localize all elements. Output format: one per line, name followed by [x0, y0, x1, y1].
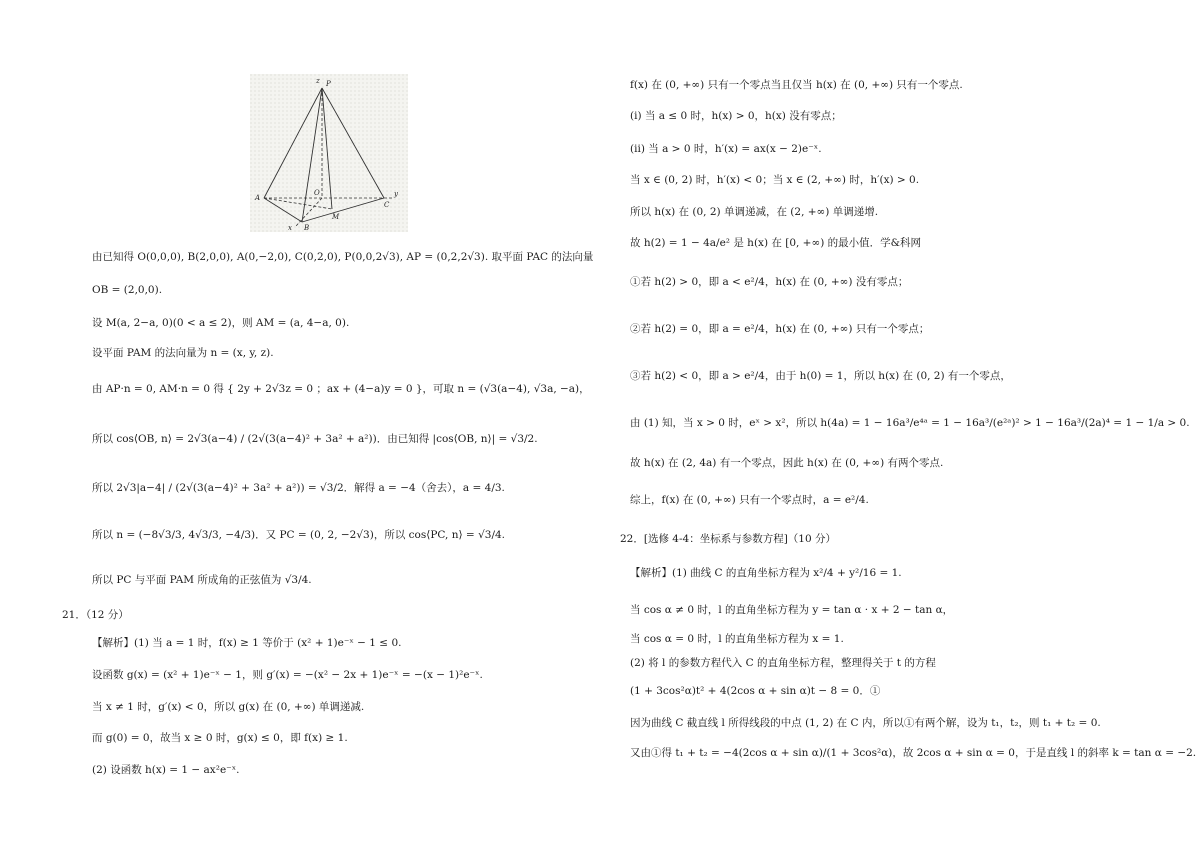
right-line-8: ②若 h(2) = 0，即 a = e²/4，h(x) 在 (0, +∞) 只有一个零点；	[630, 323, 930, 335]
label-b: B	[304, 224, 310, 232]
label-z: z	[316, 77, 320, 85]
right-line-19: 因为曲线 C 截直线 l 所得线段的中点 (1, 2) 在 C 内，所以①有两个解，设为 t₁，t₂，则 t₁ + t₂ = 0.	[630, 717, 1101, 729]
right-line-12: 综上，f(x) 在 (0, +∞) 只有一个零点时，a = e²/4.	[630, 494, 869, 506]
left-line-5: 由 AP·n = 0, AM·n = 0 得 { 2y + 2√3z = 0 ；ax + (4−a)y = 0 }，可取 n = (√3(a−4), √3a, −a)，	[92, 383, 590, 395]
left-line-13: 当 x ≠ 1 时，g′(x) < 0，所以 g(x) 在 (0, +∞) 单调递减.	[92, 701, 365, 713]
right-line-4: 当 x ∈ (0, 2) 时，h′(x) < 0；当 x ∈ (2, +∞) 时，h′(x) > 0.	[630, 174, 920, 186]
left-line-3: 设 M(a, 2−a, 0)(0 < a ≤ 2)，则 AM = (a, 4−a, 0).	[92, 317, 350, 329]
label-m: M	[332, 213, 340, 221]
right-line-6: 故 h(2) = 1 − 4a/e² 是 h(x) 在 [0, +∞) 的最小值．学&科网	[630, 237, 922, 249]
right-line-5: 所以 h(x) 在 (0, 2) 单调递减，在 (2, +∞) 单调递增.	[630, 206, 879, 218]
left-line-8: 所以 n = (−8√3/3, 4√3/3, −4/3)．又 PC = (0, 2, −2√3)，所以 cos⟨PC, n⟩ = √3/4.	[92, 529, 505, 541]
right-line-3: (ii) 当 a > 0 时，h′(x) = ax(x − 2)e⁻ˣ.	[630, 143, 822, 155]
left-line-12: 设函数 g(x) = (x² + 1)e⁻ˣ − 1，则 g′(x) = −(x² − 2x + 1)e⁻ˣ = −(x − 1)²e⁻ˣ.	[92, 669, 483, 681]
left-line-7: 所以 2√3|a−4| / (2√(3(a−4)² + 3a² + a²)) = √3/2．解得 a = −4（舍去），a = 4/3.	[92, 482, 505, 494]
label-p: P	[326, 80, 331, 88]
right-line-13: 22．[选修 4-4：坐标系与参数方程]（10 分）	[620, 533, 836, 545]
right-line-16: 当 cos α = 0 时，l 的直角坐标方程为 x = 1.	[630, 633, 844, 645]
right-line-1: f(x) 在 (0, +∞) 只有一个零点当且仅当 h(x) 在 (0, +∞) 只有一个零点.	[630, 79, 963, 91]
right-line-15: 当 cos α ≠ 0 时，l 的直角坐标方程为 y = tan α · x + 2 − tan α，	[630, 604, 954, 616]
right-line-7: ①若 h(2) > 0，即 a < e²/4，h(x) 在 (0, +∞) 没有零点；	[630, 276, 909, 288]
label-a: A	[255, 194, 261, 202]
right-line-17: (2) 将 l 的参数方程代入 C 的直角坐标方程，整理得关于 t 的方程	[630, 657, 936, 669]
right-line-11: 故 h(x) 在 (2, 4a) 有一个零点，因此 h(x) 在 (0, +∞) 有两个零点.	[630, 457, 944, 469]
left-line-11: 【解析】(1) 当 a = 1 时，f(x) ≥ 1 等价于 (x² + 1)e⁻ˣ − 1 ≤ 0.	[92, 637, 402, 649]
left-line-4: 设平面 PAM 的法向量为 n = (x, y, z).	[92, 347, 274, 359]
right-line-10: 由 (1) 知，当 x > 0 时，eˣ > x²，所以 h(4a) = 1 − 16a³/e⁴ᵃ = 1 − 16a³/(e²ᵃ)² > 1 − 16a³/(2a)⁴ = 1 − 1/a > 0.	[630, 417, 1190, 429]
pyramid-figure	[250, 74, 408, 232]
left-line-6: 所以 cos⟨OB, n⟩ = 2√3(a−4) / (2√(3(a−4)² + 3a² + a²))．由已知得 |cos⟨OB, n⟩| = √3/2.	[92, 433, 538, 445]
label-x: x	[288, 224, 292, 232]
right-line-20: 又由①得 t₁ + t₂ = −4(2cos α + sin α)/(1 + 3cos²α)，故 2cos α + sin α = 0，于是直线 l 的斜率 k = tan α = −2.	[630, 747, 1197, 759]
right-line-18: (1 + 3cos²α)t² + 4(2cos α + sin α)t − 8 = 0．①	[630, 685, 881, 697]
left-line-2: OB = (2,0,0).	[92, 284, 163, 296]
label-c: C	[384, 201, 390, 209]
label-y: y	[394, 190, 398, 198]
left-line-1: 由已知得 O(0,0,0), B(2,0,0), A(0,−2,0), C(0,2,0), P(0,0,2√3), AP = (0,2,2√3). 取平面 PAC 的法向量	[92, 251, 594, 263]
right-line-9: ③若 h(2) < 0，即 a > e²/4，由于 h(0) = 1，所以 h(x) 在 (0, 2) 有一个零点，	[630, 370, 1011, 382]
right-line-14: 【解析】(1) 曲线 C 的直角坐标方程为 x²/4 + y²/16 = 1.	[630, 567, 902, 579]
right-line-2: (i) 当 a ≤ 0 时，h(x) > 0，h(x) 没有零点；	[630, 110, 842, 122]
left-line-9: 所以 PC 与平面 PAM 所成角的正弦值为 √3/4.	[92, 574, 312, 586]
left-line-15: (2) 设函数 h(x) = 1 − ax²e⁻ˣ.	[92, 764, 240, 776]
left-line-10: 21．（12 分）	[62, 609, 129, 621]
left-line-14: 而 g(0) = 0，故当 x ≥ 0 时，g(x) ≤ 0，即 f(x) ≥ 1.	[92, 732, 348, 744]
label-o: O	[314, 189, 320, 197]
